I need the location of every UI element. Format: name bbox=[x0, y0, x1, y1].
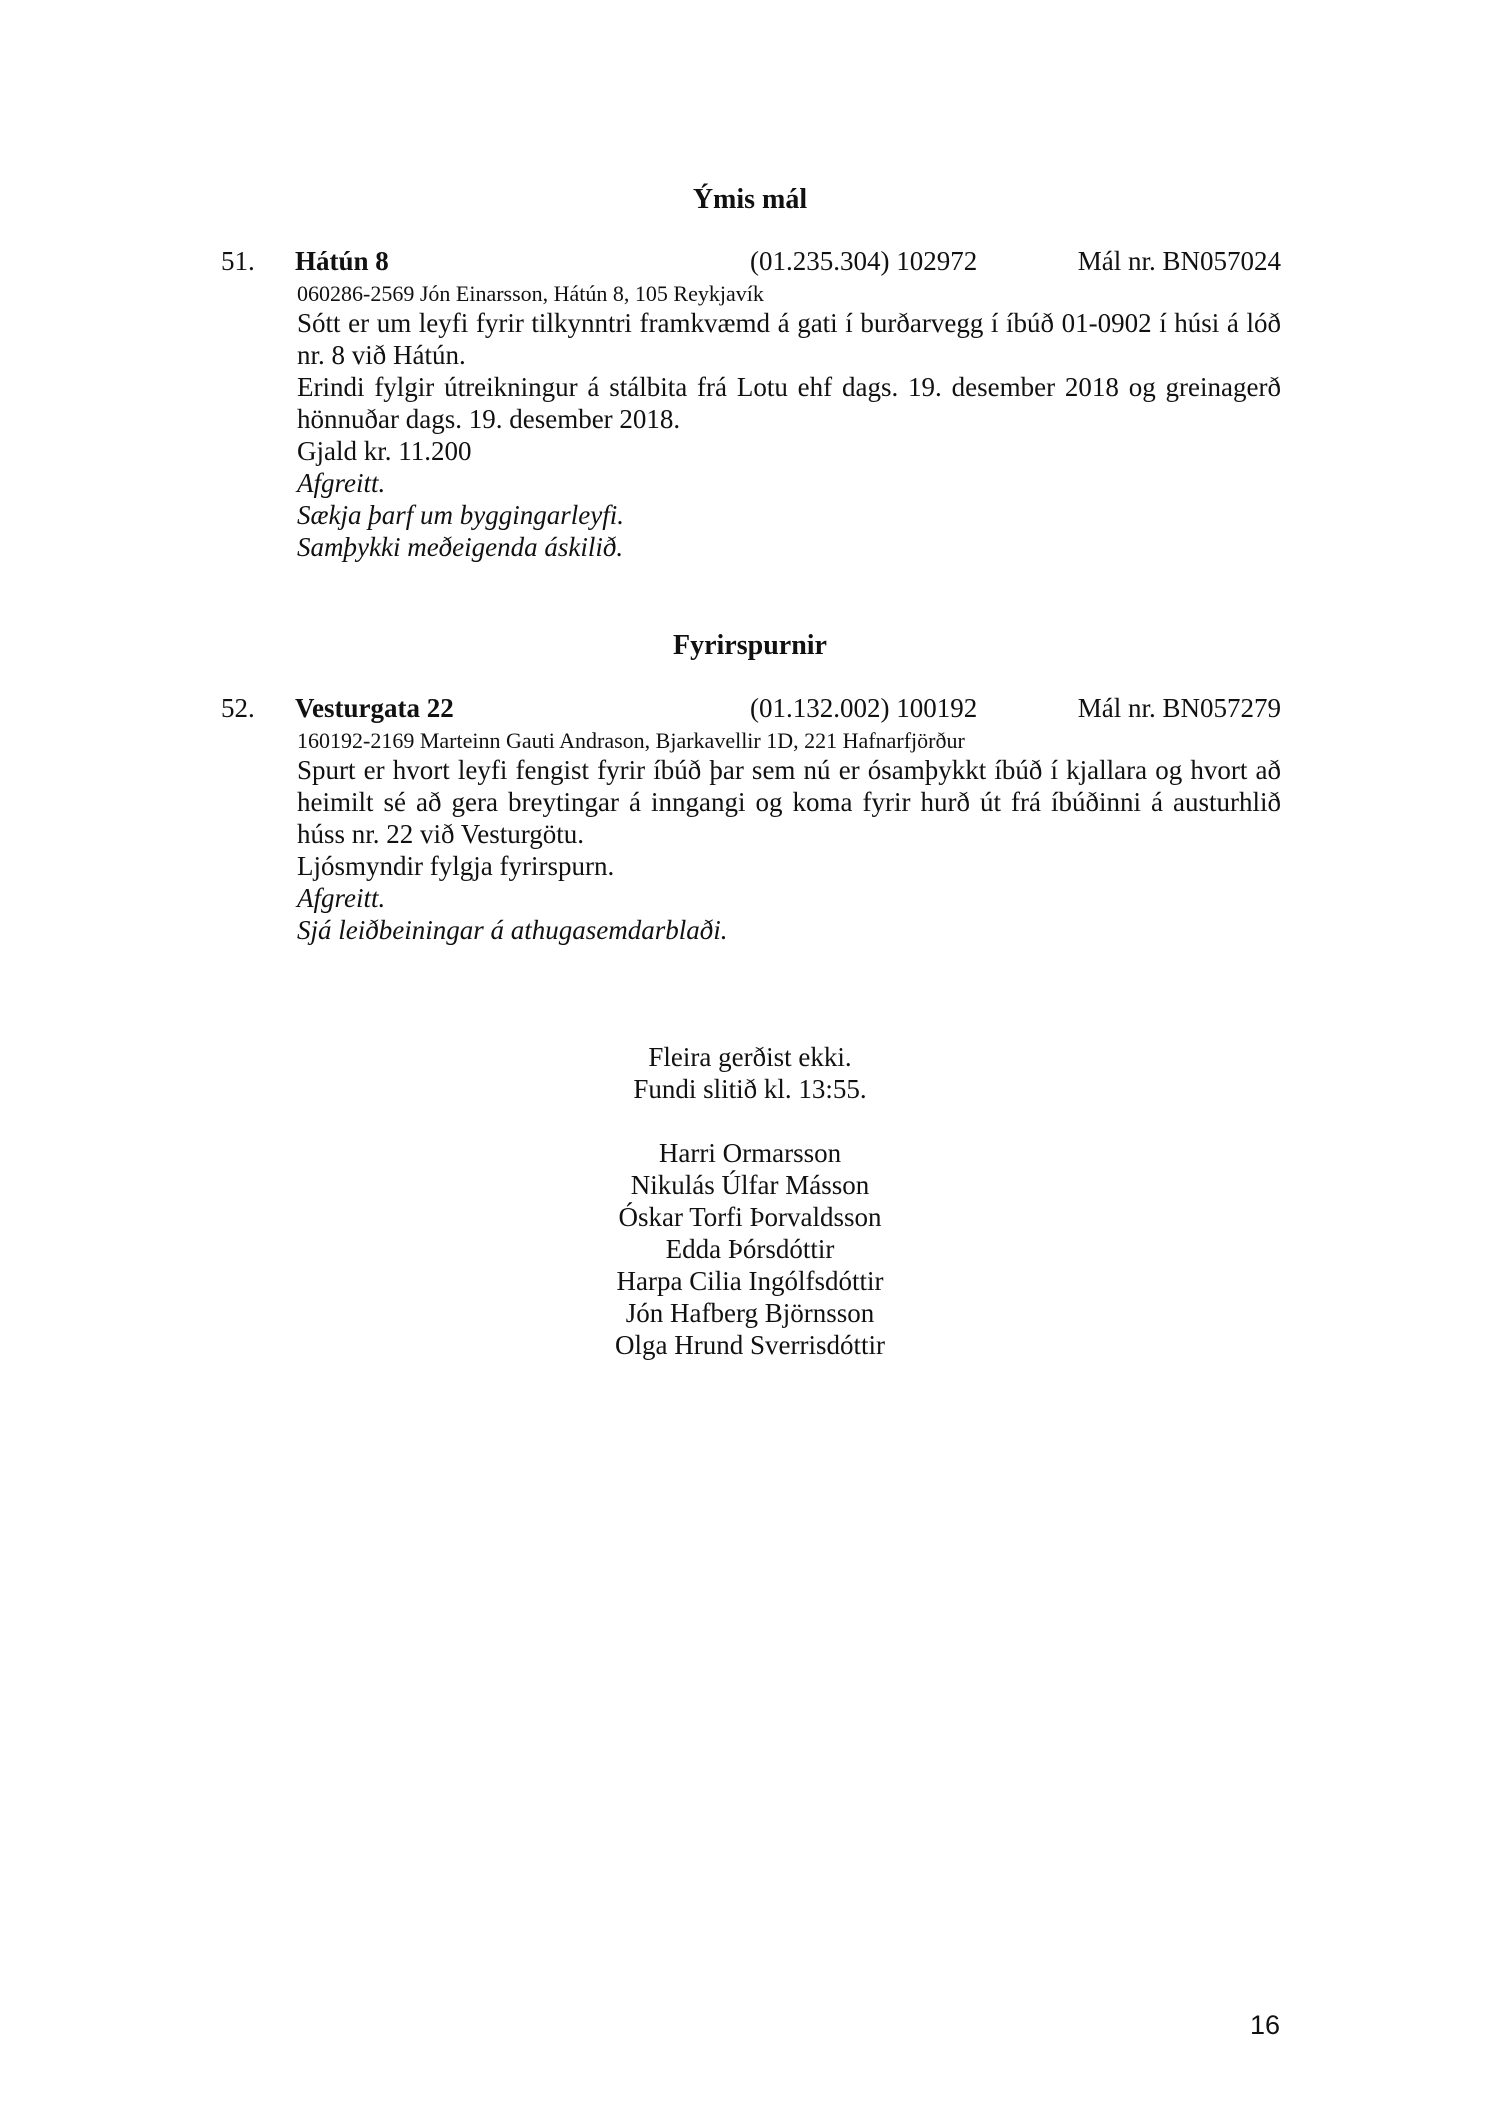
case-applicant: 060286-2569 Jón Einarsson, Hátún 8, 105 Reykjavík bbox=[297, 281, 764, 306]
case-applicant: 160192-2169 Marteinn Gauti Andrason, Bjarkavellir 1D, 221 Hafnarfjörður bbox=[297, 728, 965, 753]
section-title-fyrirspurnir: Fyrirspurnir bbox=[673, 630, 827, 661]
section-title-ymis-mal: Ýmis mál bbox=[692, 184, 808, 215]
case-mal-nr: Mál nr. BN057279 bbox=[1077, 693, 1281, 723]
case-attachment-note: Ljósmyndir fylgja fyrirspurn. bbox=[297, 851, 615, 881]
case-51 bbox=[221, 246, 1281, 563]
case-description: Sótt er um leyfi fyrir tilkynntri framkvæmd á gati í burðarvegg í íbúð 01-0902 í húsi á lóð nr. 8 við Hátún. bbox=[297, 308, 1281, 370]
closing-line: Fleira gerðist ekki. bbox=[648, 1042, 852, 1072]
page-number: 16 bbox=[1249, 2010, 1280, 2040]
case-mal-nr: Mál nr. BN057024 bbox=[1077, 246, 1281, 276]
case-header bbox=[221, 693, 1281, 727]
case-property-code: (01.132.002) 100192 bbox=[750, 693, 978, 723]
case-header bbox=[221, 246, 1281, 280]
case-body bbox=[297, 280, 1281, 563]
case-body bbox=[297, 727, 1281, 946]
attendee-name: Óskar Torfi Þorvaldsson bbox=[618, 1202, 882, 1232]
case-attachment-note: Erindi fylgir útreikningur á stálbita frá Lotu ehf dags. 19. desember 2018 og greinagerð hönnuðar dags. 19. desember 2018. bbox=[297, 372, 1281, 434]
case-fee: Gjald kr. 11.200 bbox=[297, 436, 472, 466]
case-decision-note: Sjá leiðbeiningar á athugasemdarblaði. bbox=[297, 915, 728, 945]
case-address: Vesturgata 22 bbox=[295, 693, 454, 723]
case-decision: Afgreitt. bbox=[297, 883, 386, 913]
case-description: Spurt er hvort leyfi fengist fyrir íbúð þar sem nú er ósamþykkt íbúð í kjallara og hvort að heimilt sé að gera breytingar á inngangi og koma fyrir hurð út frá íbúðinni á austurhlið húss nr. 22 við Vesturgötu. bbox=[297, 755, 1281, 849]
case-address: Hátún 8 bbox=[295, 246, 389, 276]
case-property-code: (01.235.304) 102972 bbox=[750, 246, 978, 276]
attendee-name: Harri Ormarsson bbox=[658, 1138, 842, 1168]
case-decision-note: Samþykki meðeigenda áskilið. bbox=[297, 532, 624, 562]
closing-line: Fundi slitið kl. 13:55. bbox=[633, 1074, 867, 1104]
attendee-name: Nikulás Úlfar Másson bbox=[630, 1170, 870, 1200]
case-number: 51. bbox=[221, 246, 255, 276]
attendee-name: Olga Hrund Sverrisdóttir bbox=[615, 1330, 885, 1360]
attendee-name: Harpa Cilia Ingólfsdóttir bbox=[616, 1266, 884, 1296]
case-number: 52. bbox=[221, 693, 255, 723]
case-decision: Afgreitt. bbox=[297, 468, 386, 498]
case-52 bbox=[221, 693, 1281, 946]
case-decision-note: Sækja þarf um byggingarleyfi. bbox=[297, 500, 624, 530]
attendee-name: Edda Þórsdóttir bbox=[665, 1234, 835, 1264]
closing-block bbox=[0, 1041, 1500, 1361]
attendee-name: Jón Hafberg Björnsson bbox=[625, 1298, 875, 1328]
